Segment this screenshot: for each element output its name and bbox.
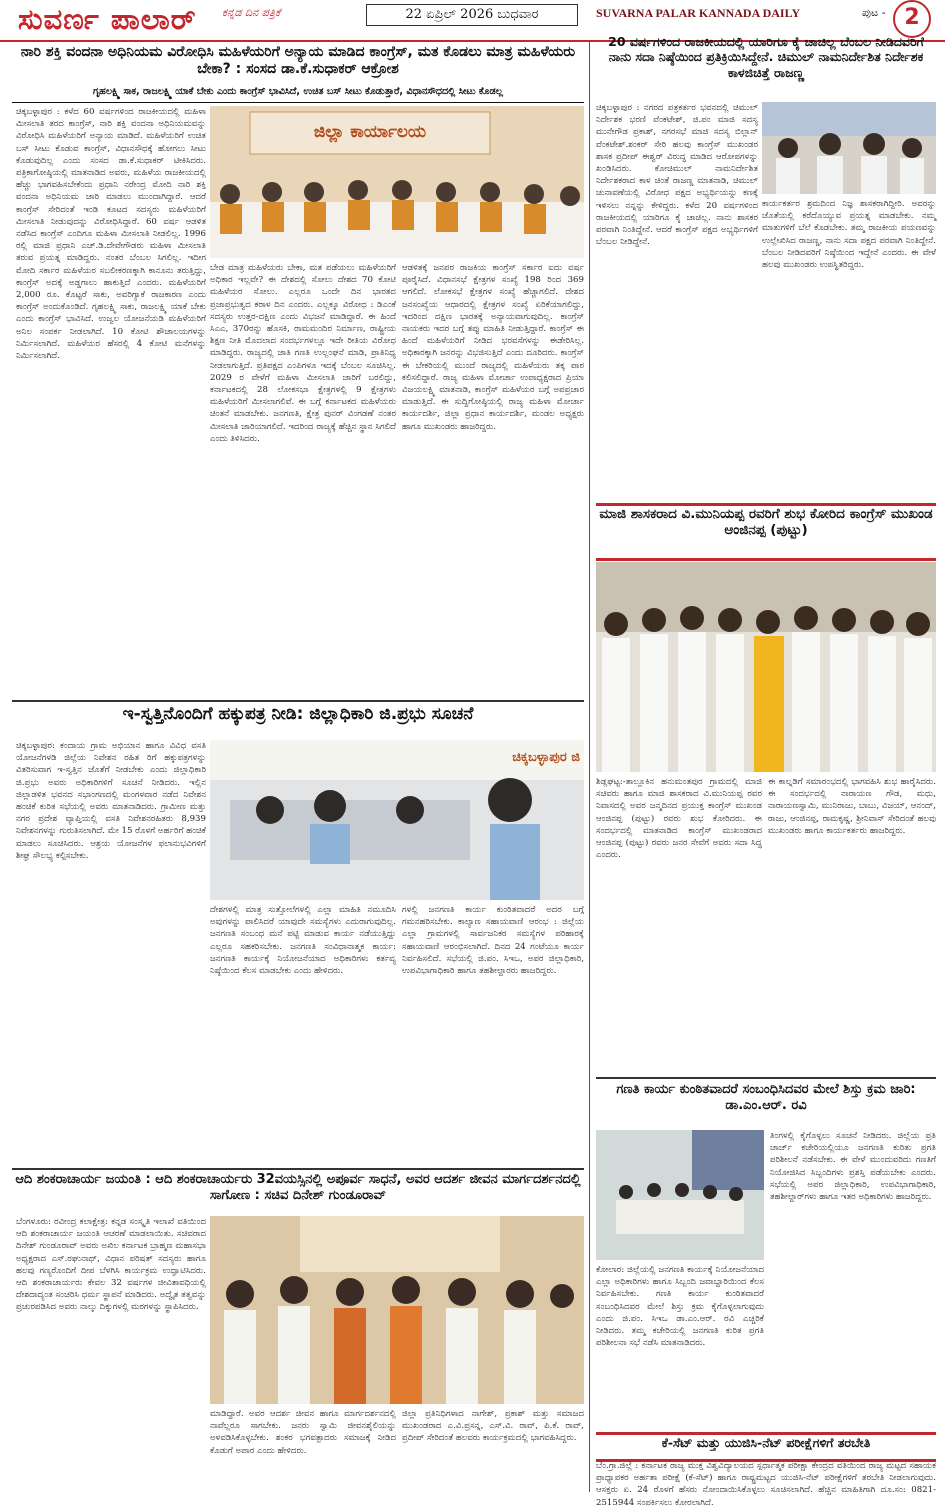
lead-column-1: ಚಿಕ್ಕಬಳ್ಳಾಪುರ : ಕಳೆದ 60 ವರ್ಷಗಳಿಂದ ರಾಜಕೀಯದಲ್ಲಿ ಮಹಿಳಾ ಮೀಸಲಾತಿ ತರದ ಕಾಂಗ್ರೆಸ್, ನಾರಿ ಶಕ್ತಿ ವಂದನಾ ಅಧಿನಿಯಮವನ್ನು ವಿರೋಧಿಸಿ ಮಹಿಳೆಯರಿಗೆ ಅನ್ಯಾಯ ಮಾಡಿದೆ. ಮಹಿಳೆಯರಿಗೆ ಉಚಿತ ಬಸ್ ಸೀಟು ಕೊಡುವ ಕಾಂಗ್ರೆಸ್, ವಿಧಾನಸೌಧಕ್ಕೆ ಹೋಗಲು ಸೀಟು ಕೊಡುವುದಿಲ್ಲ ಎಂದು ಸಂಸದ ಡಾ.ಕೆ.ಸುಧಾಕರ್ ಟೀಕಿಸಿದರು. ಪತ್ರಿಕಾಗೋಷ್ಠಿಯಲ್ಲಿ ಮಾತನಾಡಿದ ಅವರು, ಮಹಿಳೆಯ ರಾಜಕೀಯದಲ್ಲಿ ಹೆಚ್ಚು ಭಾಗವಹಿಸಬೇಕೆಂದು ಪ್ರಧಾನಿ ನರೇಂದ್ರ ಮೋದಿ ನಾರಿ ಶಕ್ತಿ ವಂದನಾ ಅಧಿನಿಯಮ ಜಾರಿ ಮಾಡಲು ಮುಂದಾಗಿದ್ದಾರೆ. ಆದರೆ ಕಾಂಗ್ರೆಸ್ ಸೇರಿದಂತೆ ಇಂಡಿ ಕೂಟದ ಸದಸ್ಯರು ಮಹಿಳೆಯರಿಗೆ ಮೀಸಲಾತಿ ನೀಡುವುದನ್ನು ವಿರೋಧಿಸಿದ್ದಾರೆ. 60 ವರ್ಷ ಆಡಳಿತ ನಡೆಸಿದ ಕಾಂಗ್ರೆಸ್ ಎಂದಿಗೂ ಮಹಿಳಾ ಮೀಸಲಾತಿ ನೀಡಲಿಲ್ಲ. 1996 ರಲ್ಲಿ ಮಾಜಿ ಪ್ರಧಾನಿ ಎಚ್.ಡಿ.ದೇವೇಗೌಡರು ಮಹಿಳಾ ಮೀಸಲಾತಿ ತರುವ ಪ್ರಯತ್ನ ಮಾಡಿದ್ದರು. ನಂತರ ಬೆಂಬಲ ಸಿಗಲಿಲ್ಲ. ಇದೀಗ ಮೋದಿ ಸರ್ಕಾರ ಮಹಿಳೆಯರ ಸಬಲೀಕರಣಕ್ಕಾಗಿ ಕಾನೂನು ತರುತ್ತಿದ್ದು, ಕಾಂಗ್ರೆಸ್ ಅದಕ್ಕೆ ಅಡ್ಡಗಾಲು ಹಾಕುತ್ತಿದೆ ಎಂದರು. ಮಹಿಳೆಯರಿಗೆ 2,000 ರೂ. ಕೊಟ್ಟರೆ ಸಾಕು, ಅವರಿಗ್ಯಾಕೆ ರಾಜಕಾರಣ ಎಂದು ಕಾಂಗ್ರೆಸ್ ಅಂದುಕೊಂಡಿದೆ. ಗೃಹಲಕ್ಷ್ಮಿ ಸಾಕು, ರಾಜಲಕ್ಷ್ಮಿ ಯಾಕೆ ಬೇಕು ಎಂದು ಕಾಂಗ್ರೆಸ್ ಭಾವಿಸಿದೆ. ಉಜ್ವಲ ಯೋಜನೆಯಡಿ ಮಹಿಳೆಯರಿಗೆ ಅನಿಲ ಸಂಪರ್ಕ ನೀಡಲಾಗಿದೆ. 10 ಕೋಟಿ ಶೌಚಾಲಯಗಳನ್ನು ನಿರ್ಮಿಸಲಾಗಿದೆ. ಮಹಿಳೆಯರ ಹೆಸರಲ್ಲಿ 4 ಕೋಟಿ ಮನೆಗಳನ್ನು ನಿರ್ಮಿಸಲಾಗಿದೆ. bbox=[16, 107, 206, 362]
bottom-rule bbox=[12, 1168, 584, 1170]
right-bottom-headline: ಕೆ-ಸೆಟ್ ಮತ್ತು ಯುಜಿಸಿ-ನೆಟ್ ಪರೀಕ್ಷೆಗಳಿಗೆ ತರಬೇತಿ bbox=[596, 1432, 936, 1462]
right-low-photo bbox=[596, 1130, 764, 1260]
right-mid-headline: ಮಾಜಿ ಶಾಸಕರಾದ ವಿ.ಮುನಿಯಪ್ಪ ರವರಿಗೆ ಶುಭ ಕೋರಿದ ಕಾಂಗ್ರೆಸ್ ಮುಖಂಡ ಆಂಜಿನಪ್ಪ (ಪುಟ್ಟು) bbox=[596, 503, 936, 561]
masthead-date: 22 ಏಪ್ರಿಲ್ 2026 ಬುಧವಾರ bbox=[366, 4, 578, 26]
right-top-photo bbox=[762, 102, 936, 194]
lead-column-3: ಆಡಳಿತಕ್ಕೆ ಜನಪರ ರಾಜಕಿಯ ಕಾಂಗ್ರೆಸ್ ಸರ್ಕಾರ ಐದು ವರ್ಷ ಪೂರೈಸಿದೆ. ವಿಧಾನಸಭೆ ಕ್ಷೇತ್ರಗಳ ಸಂಖ್ಯೆ 198 ರಿಂದ 369 ಆಗಲಿದೆ. ಲೋಕಸಭೆ ಕ್ಷೇತ್ರಗಳ ಸಂಖ್ಯೆ ಹೆಚ್ಚಾಗಲಿದೆ. ದೇಶದ ಜನಸಂಖ್ಯೆಯ ಆಧಾರದಲ್ಲಿ ಕ್ಷೇತ್ರಗಳ ಸಂಖ್ಯೆ ಏರಿಕೆಯಾಗಲಿದ್ದು, ಇದರಿಂದ ದಕ್ಷಿಣ ಭಾರತಕ್ಕೆ ಅನ್ಯಾಯವಾಗುವುದಿಲ್ಲ. ಕಾಂಗ್ರೆಸ್ ನಾಯಕರು ಇದರ ಬಗ್ಗೆ ತಪ್ಪು ಮಾಹಿತಿ ನೀಡುತ್ತಿದ್ದಾರೆ. ಕಾಂಗ್ರೆಸ್ ಈ ಹಿಂದೆ ಮಹಿಳೆಯರಿಗೆ ನೀಡಿದ ಭರವಸೆಗಳನ್ನು ಈಡೇರಿಸಿಲ್ಲ. ಅಧಿಕಾರಕ್ಕಾಗಿ ಜನರನ್ನು ವಿಭಜಿಸುತ್ತಿದೆ ಎಂದು ದೂರಿದರು. ಕಾಂಗ್ರೆಸ್ ಈ ಬೇಕರಿಯಲ್ಲಿ ಮುಂದೆ ರಾಜ್ಯದಲ್ಲಿ ಮಹಿಳೆಯರು ತಕ್ಕ ಪಾಠ ಕಲಿಸಲಿದ್ದಾರೆ. ರಾಜ್ಯ ಮಹಿಳಾ ಮೋರ್ಚಾ ಉಪಾಧ್ಯಕ್ಷರಾದ ಪ್ರಿಯಾ ವಿಜಯಲಕ್ಷ್ಮಿ ಮಾತನಾಡಿ, ಕಾಂಗ್ರೆಸ್ ಮಹಿಳೆಯರ ಬಗ್ಗೆ ಅಪಪ್ರಚಾರ ಮಾಡುತ್ತಿದೆ. ಈ ಸುದ್ದಿಗೋಷ್ಠಿಯಲ್ಲಿ ರಾಜ್ಯ ಮಹಿಳಾ ಮೋರ್ಚಾ ಕಾರ್ಯದರ್ಶಿ, ಜಿಲ್ಲಾ ಪ್ರಧಾನ ಕಾರ್ಯದರ್ಶಿ, ಮಂಡಲ ಅಧ್ಯಕ್ಷರು ಹಾಗೂ ಮುಖಂಡರು ಹಾಜರಿದ್ದರು. bbox=[402, 263, 584, 432]
bottom-photo bbox=[210, 1216, 584, 1404]
column-divider bbox=[589, 42, 590, 1492]
right-top-column-right: ಕಾರ್ಯಕರ್ತರ ಶ್ರಮದಿಂದ ನಿಜ್ಞ ಶಾಸಕರಾಗಿದ್ದೀರಿ. ಅವರನ್ನು ಜೊತೆಯಲ್ಲಿ ಕರೆದೊಯ್ಯುವ ಪ್ರಯತ್ನ ಮಾಡಬೇಕು. ನಮ್ಮ ಮಾತುಗಳಿಗೆ ಬೆಲೆ ಕೊಡಬೇಕು. ತಮ್ಮ ರಾಜಕೀಯ ಪಯಣವನ್ನು ಉಲ್ಲೇಖಿಸಿದ ರಾಜಣ್ಣ, ನಾನು ಸದಾ ಪಕ್ಷದ ಪರವಾಗಿ ನಿಂತಿದ್ದೇನೆ. ಬೆಂಬಲ ನೀಡಿದವರಿಗೆ ನಿಷ್ಠೆಯಿಂದ ಇದ್ದೇನೆ ಎಂದರು. ಈ ವೇಳೆ ಹಲವು ಮುಖಂಡರು ಉಪಸ್ಥಿತರಿದ್ದರು. bbox=[762, 199, 936, 271]
bottom-column-right: ಜಿಲ್ಲಾ ಪ್ರತಿನಿಧಿಗಳಾದ ನಾಗೇಶ್, ಪ್ರಕಾಶ್ ಮತ್ತು ಸಮಾಜದ ಮುಖಂಡರಾದ ಎ.ವಿ.ಪ್ರಸನ್ನ, ಎಸ್.ವಿ. ರಾವ್, ಪಿ.ಕೆ. ರಾವ್, ಪ್ರದೀಪ್ ಸೇರಿದಂತೆ ಹಲವರು ಕಾರ್ಯಕ್ರಮದಲ್ಲಿ ಭಾಗವಹಿಸಿದ್ದರು. bbox=[402, 1409, 584, 1444]
lead-rule bbox=[12, 102, 584, 103]
masthead-logo: ಸುವರ್ಣ ಪಾಲಾರ್ bbox=[18, 2, 197, 36]
right-bottom-body: ಬೆಂ.ಗ್ರಾ.ಜಿಲ್ಲೆ : ಕರ್ನಾಟಕ ರಾಜ್ಯ ಮುಕ್ತ ವಿಶ್ವವಿದ್ಯಾಲಯದ ಸ್ಪರ್ಧಾತ್ಮಕ ಪರೀಕ್ಷಾ ಕೇಂದ್ರದ ವತಿಯಿಂದ ರಾಜ್ಯ ಮಟ್ಟದ ಸಹಾಯಕ ಪ್ರಾಧ್ಯಾಪಕರ ಅರ್ಹತಾ ಪರೀಕ್ಷೆ (ಕೆ-ಸೆಟ್) ಹಾಗೂ ರಾಷ್ಟ್ರಮಟ್ಟದ ಯುಜಿಸಿ-ನೆಟ್ ಪರೀಕ್ಷೆಗಳಿಗೆ ತರಬೇತಿ ನೀಡಲಾಗುವುದು. ಆಸಕ್ತರು ಏ. 24 ರೊಳಗೆ ಹೆಸರು ನೋಂದಾಯಿಸಿಕೊಳ್ಳಲು ಸೂಚಿಸಲಾಗಿದೆ. ಹೆಚ್ಚಿನ ಮಾಹಿತಿಗಾಗಿ ದೂ.ಸಂ: 0821-2515944 ಸಂಪರ್ಕಿಸಲು ಕೋರಲಾಗಿದೆ. bbox=[596, 1461, 936, 1508]
lead-column-2: ಬೇಡ ಮಾತ್ರ ಮಹಿಳೆಯರು ಬೇಕಾ, ಮತ ಪಡೆಯಲು ಮಹಿಳೆಯರಿಗೆ ಅಧಿಕಾರ ಇಲ್ಲವೇ? ಈ ದೇಶದಲ್ಲಿ ಸೋಲು ದೇಶದ 70 ಕೋಟಿ ಮಹಿಳೆಯರ ಸೋಲು. ಎಲ್ಲರೂ ಒಂದೇ ದಿನ ಭಾರತದ ಪ್ರಜಾಪ್ರಭುತ್ವದ ಕರಾಳ ದಿನ ಎಂದರು. ಎಲ್ಲಕ್ಕೂ ವಿರೋಧ : ಡಿಎಂಕೆ ಸದಸ್ಯರು ಉತ್ತರ-ದಕ್ಷಿಣ ಎಂದು ವಿಭಜನೆ ಮಾಡಿದ್ದಾರೆ. ಈ ಹಿಂದೆ ಸಿಎಎ, 370ರನ್ನು ಹೊಸಕಿ, ರಾಮಮಂದಿರ ನಿರ್ಮಾಣ, ರಾಷ್ಟ್ರೀಯ ಶಿಕ್ಷಣ ನೀತಿ ಮೊದಲಾದ ಸಂದರ್ಭಗಳಲ್ಲೂ ಇದೇ ರೀತಿಯ ವಿರೋಧ ಮಾಡಿದ್ದರು. ರಾಜ್ಯದಲ್ಲಿ ಜಾತಿ ಗಣತಿ ಉಲ್ಲಂಘನೆ ಮಾಡಿ, ಪ್ರಾತಿನಿಧ್ಯ ನೀಡಲಾಗುತ್ತಿದೆ. ಪ್ರತಿಪಕ್ಷದ ಎಂಪಿಗಳೂ ಇದಕ್ಕೆ ಬೆಂಬಲ ಸೂಚಿಸಿಲ್ಲ. 2029 ರ ವೇಳೆಗೆ ಮಹಿಳಾ ಮೀಸಲಾತಿ ಜಾರಿಗೆ ಬರಲಿದ್ದು, ಕರ್ನಾಟಕದಲ್ಲಿ 28 ಲೋಕಸಭಾ ಕ್ಷೇತ್ರಗಳಲ್ಲಿ 9 ಕ್ಷೇತ್ರಗಳು ಮಹಿಳೆಯರಿಗೆ ಮೀಸಲಾಗಲಿವೆ. ಈ ಬಗ್ಗೆ ಕರ್ನಾಟಕದ ಮಹಿಳೆಯರು ಚಿಂತನೆ ಮಾಡಬೇಕು. ಜನಗಣತಿ, ಕ್ಷೇತ್ರ ಪುನರ್ ವಿಂಗಡಣೆ ನಂತರ ಮೀಸಲಾತಿ ಜಾರಿಯಾಗಲಿದೆ. ಇದರಿಂದ ರಾಜ್ಯಕ್ಕೆ ಹೆಚ್ಚಿನ ಸ್ಥಾನ ಸಿಗಲಿದೆ ಎಂದು ತಿಳಿಸಿದರು. bbox=[210, 263, 396, 444]
bottom-column-left: ಬೆಂಗಳೂರು: ರವೀಂದ್ರ ಕಲಾಕ್ಷೇತ್ರ: ಕನ್ನಡ ಸಂಸ್ಕೃತಿ ಇಲಾಖೆ ವತಿಯಿಂದ ಆದಿ ಶಂಕರಾಚಾರ್ಯ ಜಯಂತಿ ಆಚರಣೆ ಮಾಡಲಾಯಿತು. ಸಚಿವರಾದ ದಿನೇಶ್ ಗುಂಡೂರಾವ್ ಅವರು ಅಖಿಲ ಕರ್ನಾಟಕ ಬ್ರಾಹ್ಮಣ ಮಹಾಸಭಾ ಅಧ್ಯಕ್ಷರಾದ ಎಸ್.ರಘುನಾಥ್, ವಿಧಾನ ಪರಿಷತ್ ಸದಸ್ಯರು ಹಾಗೂ ಹಲವು ಗಣ್ಯರೊಂದಿಗೆ ದೀಪ ಬೆಳಗಿಸಿ ಕಾರ್ಯಕ್ರಮ ಉದ್ಘಾಟಿಸಿದರು. ಆದಿ ಶಂಕರಾಚಾರ್ಯರು ಕೇವಲ 32 ವರ್ಷಗಳ ಜೀವಿತಾವಧಿಯಲ್ಲಿ ದೇಶದಾದ್ಯಂತ ಸಂಚರಿಸಿ ಧರ್ಮ ಸ್ಥಾಪನೆ ಮಾಡಿದರು. ಅದ್ವೈತ ತತ್ವವನ್ನು ಪ್ರಚುರಪಡಿಸಿದ ಅವರು ನಾಲ್ಕು ದಿಕ್ಕುಗಳಲ್ಲಿ ಮಠಗಳನ್ನು ಸ್ಥಾಪಿಸಿದರು. bbox=[16, 1217, 206, 1313]
masthead-tagline: ಕನ್ನಡ ದಿನ ಪತ್ರಿಕೆ bbox=[222, 6, 281, 19]
page-label: ಪುಟ - bbox=[862, 6, 886, 19]
page-number: 2 bbox=[893, 0, 931, 38]
mid-column-right: ಗಳಲ್ಲಿ ಜನಗಣತಿ ಕಾರ್ಯ ಕುಂಠಿತವಾದರೆ ಅದರ ಬಗ್ಗೆ ಗಮನಹರಿಸಬೇಕು. ಕಾಲ್ಯಾಣ ಸಹಾಯವಾಣಿ ಆರಂಭ : ಜಿಲ್ಲೆಯ ಎಲ್ಲಾ ಗ್ರಾಮಗಳಲ್ಲಿ ಸಾರ್ವಜನಿಕರ ಸಮಸ್ಯೆಗಳ ಪರಿಹಾರಕ್ಕೆ ಸಹಾಯವಾಣಿ ಆರಂಭಿಸಲಾಗಿದೆ. ದಿನದ 24 ಗಂಟೆಯೂ ಕಾರ್ಯ ನಿರ್ವಹಿಸಲಿದೆ. ಸಭೆಯಲ್ಲಿ ಜಿ.ಪಂ. ಸಿಇಒ, ಅಪರ ಜಿಲ್ಲಾಧಿಕಾರಿ, ಉಪವಿಭಾಗಾಧಿಕಾರಿ ಹಾಗೂ ತಹಶೀಲ್ದಾರರು ಹಾಜರಿದ್ದರು. bbox=[402, 905, 584, 977]
mid-headline: ಇ-ಸ್ವತ್ತಿನೊಂದಿಗೆ ಹಕ್ಕುಪತ್ರ ನೀಡಿ: ಜಿಲ್ಲಾಧಿಕಾರಿ ಜಿ.ಪ್ರಭು ಸೂಚನೆ bbox=[122, 704, 474, 724]
people-photo bbox=[762, 102, 936, 194]
right-mid-column-right: ಈ ಕಾಲ್ನಡಿಗೆ ಸಮಾರಂಭದಲ್ಲಿ ಭಾಗವಹಿಸಿ ಶುಭ ಹಾರೈಸಿದರು. ಈ ಸಂದರ್ಭದಲ್ಲಿ ನಾರಾಯಣ ಗೌಡ, ಮಧು, ನಾರಾಯಣಸ್ವಾಮಿ, ಮುನಿರಾಜು, ಬಾಬು, ವಿಜಯ್, ಆನಂದ್, ರಾಜು, ಆಂಜಿನಪ್ಪ, ರಾಮಕೃಷ್ಣ, ಶ್ರೀನಿವಾಸ್ ಸೇರಿದಂತೆ ಹಲವು ಮುಖಂಡರು ಹಾಗೂ ಕಾರ್ಯಕರ್ತರು ಹಾಜರಿದ್ದರು. bbox=[768, 777, 936, 836]
right-mid-photo bbox=[596, 562, 936, 772]
mid-rule bbox=[12, 700, 584, 702]
right-low-headline: ಗಣತಿ ಕಾರ್ಯ ಕುಂಠಿತವಾದರೆ ಸಂಬಂಧಿಸಿದವರ ಮೇಲೆ ಶಿಸ್ತು ಕ್ರಮ ಜಾರಿ: ಡಾ.ಎಂ.ಆರ್. ರವಿ bbox=[616, 1082, 916, 1113]
right-low-column-right: ತಿಂಗಳಲ್ಲಿ ಕೈಗೊಳ್ಳಲು ಸೂಚನೆ ನೀಡಿದರು. ಜಿಲ್ಲೆಯ ಪ್ರತಿ ಚಾರ್ಜ್ ಕಚೇರಿಯಲ್ಲಿಯೂ ಜನಗಣತಿ ಕುರಿತು ಪ್ರಗತಿ ಪರಿಶೀಲನೆ ನಡೆಸಬೇಕು. ಈ ವೇಳೆ ಮುಂದುವರಿದು ಗಣತಿಗೆ ನಿಯೋಜಿಸಿದ ಸಿಬ್ಬಂದಿಗಳು ಪ್ರಶಸ್ತಿ ಪಡೆಯಬೇಕು ಎಂದರು. ಸಭೆಯಲ್ಲಿ ಅಪರ ಜಿಲ್ಲಾಧಿಕಾರಿ, ಉಪವಿಭಾಗಾಧಿಕಾರಿ, ತಹಶೀಲ್ದಾರ್‌ಗಳು ಹಾಗೂ ಇತರ ಅಧಿಕಾರಿಗಳು ಹಾಜರಿದ್ದರು. bbox=[770, 1131, 936, 1203]
jayanti-event-photo bbox=[210, 1216, 584, 1404]
right-low-rule bbox=[596, 1077, 936, 1079]
bottom-column-middle: ಮಾಡಿದ್ದಾರೆ. ಅವರ ಆದರ್ಶ ಜೀವನ ಹಾಗೂ ಮಾರ್ಗದರ್ಶನದಲ್ಲಿ ನಾವೆಲ್ಲರೂ ಸಾಗಬೇಕು. ಜನರು ಸ್ವಾಮಿ ಜೀವನಶೈಲಿಯನ್ನು ಅಳವಡಿಸಿಕೊಳ್ಳಬೇಕು. ಶಂಕರ ಭಗವತ್ಪಾದರು ಸಮಾಜಕ್ಕೆ ನೀಡಿದ ಕೊಡುಗೆ ಅಪಾರ ಎಂದು ಹೇಳಿದರು. bbox=[210, 1409, 396, 1456]
right-mid-column-left: ಶಿಡ್ಲಘಟ್ಟ:-ತಾಲ್ಲೂಕಿನ ಹನುಮಂತಪುರ ಗ್ರಾಮದಲ್ಲಿ ಮಾಜಿ ಸಚಿವರು ಹಾಗೂ ಮಾಜಿ ಶಾಸಕರಾದ ವಿ.ಮುನಿಯಪ್ಪ ರವರ ನಿವಾಸದಲ್ಲಿ ಅವರ ಜನ್ಮದಿನದ ಪ್ರಯುಕ್ತ ಕಾಂಗ್ರೆಸ್ ಮುಖಂಡ ಆಂಜಿನಪ್ಪ (ಪುಟ್ಟು) ರವರು ಶುಭ ಕೋರಿದರು. ಈ ಸಂದರ್ಭದಲ್ಲಿ ಮಾತನಾಡಿದ ಕಾಂಗ್ರೆಸ್ ಮುಖಂಡರಾದ ಆಂಜಿನಪ್ಪ (ಪುಟ್ಟು) ರವರು ಜನರ ಸೇವೆಗೆ ಅವರು ಸದಾ ಸಿದ್ಧ ಎಂದರು. bbox=[596, 777, 762, 861]
lead-photo-banner: ಜಿಲ್ಲಾ ಕಾರ್ಯಾಲಯ bbox=[313, 122, 427, 142]
lead-photo bbox=[210, 106, 584, 258]
lead-headline: ನಾರಿ ಶಕ್ತಿ ವಂದನಾ ಅಧಿನಿಯಮ ವಿರೋಧಿಸಿ ಮಹಿಳೆಯರಿಗೆ ಅನ್ಯಾಯ ಮಾಡಿದ ಕಾಂಗ್ರೆಸ್, ಮತ ಕೊಡಲು ಮಾತ್ರ ಮಹಿಳೆಯರು ಬೇಕಾ? : ಸಂಸದ ಡಾ.ಕೆ.ಸುಧಾಕರ್ ಆಕ್ರೋಶ bbox=[20, 44, 576, 78]
mid-column-left: ಚಿಕ್ಕಬಳ್ಳಾಪುರ: ಕಂದಾಯ ಗ್ರಾಮ ಅಭಿಯಾನ ಹಾಗೂ ವಿವಿಧ ವಸತಿ ಯೋಜನೆಗಳಡಿ ಜಿಲ್ಲೆಯ ನಿವೇಶನ ರಹಿತ ರಿಗೆ ಹಕ್ಕುಪತ್ರಗಳನ್ನು ವಿತರಿಸುವಾಗ ಇ-ಸ್ವತ್ತಿನ ಜೊತೆಗೆ ನೀಡಬೇಕು ಎಂದು ಜಿಲ್ಲಾಧಿಕಾರಿ ಜಿ.ಪ್ರಭು ಅವರು ಅಧಿಕಾರಿಗಳಿಗೆ ಸೂಚನೆ ನೀಡಿದರು. ಇಲ್ಲಿನ ಜಿಲ್ಲಾಡಳಿತ ಭವನದ ಸಭಾಂಗಣದಲ್ಲಿ ಮಂಗಳವಾರ ನಡೆದ ನಿವೇಶನ ಹಂಚಿಕೆ ಕುರಿತ ಸಭೆಯಲ್ಲಿ ಅವರು ಮಾತನಾಡಿದರು. ಗ್ರಾಮೀಣ ಮತ್ತು ನಗರ ಪ್ರದೇಶ ವ್ಯಾಪ್ತಿಯಲ್ಲಿ ವಸತಿ ನಿವೇಶನರಹಿತರು 8,939 ನಿವೇಶನಗಳನ್ನು ಗುರುತಿಸಲಾಗಿದೆ. ಮೇ 15 ರೊಳಗೆ ಅರ್ಹರಿಗೆ ಹಂಚಿಕೆ ಮಾಡಲು ಸೂಚಿಸಿದರು. ಆಶ್ರಯ ಯೋಜನೆಗಳ ಫಲಾನುಭವಿಗಳಿಗೆ ಶೀಘ್ರ ಸೌಲಭ್ಯ ಕಲ್ಪಿಸಬೇಕು. bbox=[16, 741, 206, 861]
bottom-headline: ಆದಿ ಶಂಕರಾಚಾರ್ಯ ಜಯಂತಿ : ಆದಿ ಶಂಕರಾಚಾರ್ಯರು 32ವಯಸ್ಸಿನಲ್ಲಿ ಅಪೂರ್ವ ಸಾಧನೆ, ಅವರ ಆದರ್ಶ ಜೀವನ ಮಾರ್ಗದರ್ಶನದಲ್ಲಿ ಸಾಗೋಣ : ಸಚಿವ ದಿನೇಶ್ ಗುಂಡೂರಾವ್ bbox=[15, 1172, 581, 1203]
lead-subhead: ಗೃಹಲಕ್ಷ್ಮಿ ಸಾಕ, ರಾಜಲಕ್ಷ್ಮಿ ಯಾಕೆ ಬೇಕು ಎಂದು ಕಾಂಗ್ರೆಸ್ ಭಾವಿಸಿದೆ, ಉಚಿತ ಬಸ್ ಸೀಟು ಕೊಡುತ್ತಾರೆ, ವಿಧಾನಸೌಧದಲ್ಲಿ ಸೀಟು ಕೊಡಲ್ಲ bbox=[93, 86, 503, 97]
right-top-headline: 20 ವರ್ಷಗಳಿಂದ ರಾಜಕೀಯದಲ್ಲಿ ಯಾರಿಗೂ ಕೈ ಚಾಚಿಲ್ಲ ಬೆಂಬಲ ನೀಡಿದವರಿಗೆ ನಾನು ಸದಾ ನಿಷ್ಠೆಯಿಂದ ಪ್ರತಿಕ್ರಿಯಿಸಿದ್ದೇನೆ. ಚಿಮುಲ್ ನಾಮನಿರ್ದೇಶಿತ ನಿರ್ದೇಶಕ ಕಾಳಜಿಚಿತ್ತೆ ರಾಜಣ್ಣ bbox=[608, 34, 924, 80]
mid-column-middle: ದೇಶಗಳಲ್ಲಿ ಮಾತ್ರ ಸುತ್ತೋಲೆಗಳಲ್ಲಿ ಎಲ್ಲಾ ಮಾಹಿತಿ ನಮೂದಿಸಿ ಅವುಗಳನ್ನು ಪಾಲಿಸಿದರೆ ಯಾವುದೇ ಸಮಸ್ಯೆಗಳು ಎದುರಾಗುವುದಿಲ್ಲ. ಜನಗಣತಿ ಸಂಬಂಧ ಮನೆ ಪಟ್ಟಿ ಮಾಡುವ ಕಾರ್ಯ ನಡೆಯುತ್ತಿದ್ದು ಎಲ್ಲರೂ ಸಹಕರಿಸಬೇಕು. ಜನಗಣತಿ ಸಂವಿಧಾನಾತ್ಮಕ ಕಾರ್ಯ: ಜನಗಣತಿ ಕಾರ್ಯಕ್ಕೆ ನಿಯೋಜನೆಯಾದ ಅಧಿಕಾರಿಗಳು ಕರ್ತವ್ಯ ನಿಷ್ಠೆಯಿಂದ ಕೆಲಸ ಮಾಡಬೇಕು ಎಂದು ಹೇಳಿದರು. bbox=[210, 905, 396, 977]
masthead-english-name: SUVARNA PALAR KANNADA DAILY bbox=[596, 6, 801, 20]
right-low-column-left: ಕೋಲಾರ: ಜಿಲ್ಲೆಯಲ್ಲಿ ಜನಗಣತಿ ಕಾರ್ಯಕ್ಕೆ ನಿಯೋಜನೆಯಾದ ಎಲ್ಲಾ ಅಧಿಕಾರಿಗಳು ಹಾಗೂ ಸಿಬ್ಬಂದಿ ಜವಾಬ್ದಾರಿಯಿಂದ ಕೆಲಸ ನಿರ್ವಹಿಸಬೇಕು. ಗಣತಿ ಕಾರ್ಯ ಕುಂಠಿತವಾದರೆ ಸಂಬಂಧಿಸಿದವರ ಮೇಲೆ ಶಿಸ್ತು ಕ್ರಮ ಕೈಗೊಳ್ಳಲಾಗುವುದು ಎಂದು ಜಿ.ಪಂ. ಸಿಇಒ ಡಾ.ಎಂ.ಆರ್. ರವಿ ಎಚ್ಚರಿಕೆ ನೀಡಿದರು. ತಮ್ಮ ಕಚೇರಿಯಲ್ಲಿ ಜನಗಣತಿ ಕುರಿತ ಪ್ರಗತಿ ಪರಿಶೀಲನಾ ಸಭೆ ನಡೆಸಿ ಮಾತನಾಡಿದರು. bbox=[596, 1265, 764, 1349]
mid-photo-banner: ಚಿಕ್ಕಬಳ್ಳಾಪುರ ಜಿ bbox=[512, 750, 580, 765]
right-top-column-left: ಚಿಕ್ಕಬಳ್ಳಾಪುರ : ನಗರದ ಪತ್ರಕರ್ತರ ಭವನದಲ್ಲಿ ಚಿಮುಲ್ ನಿರ್ದೇಶಕ ಭರಣಿ ವೆಂಕಟೇಶ್, ಜಿ.ಪಂ ಮಾಜಿ ಸದಸ್ಯ ಮುನೇಗೌಡ ಪ್ರಕಾಶ್, ನಗರಸಭೆ ಮಾಜಿ ಸದಸ್ಯ ಬಿಲ್ಲಾನ್ ವೆಂಕಟೇಶ್.ಶಂಕರ್ ಸೇರಿ ಹಲವು ಕಾಂಗ್ರೆಸ್ ಮುಖಂಡರ ಶಾಸಕ ಪ್ರದೀಪ್ ಈಶ್ವರ್ ವಿರುದ್ಧ ಮಾಡಿದ ಆರೋಪಗಳನ್ನು ಖಂಡಿಸಿದರು. ಕೋಚಿಮುಲ್ ನಾಮನಿರ್ದೇಶಿತ ನಿರ್ದೇಶಕರಾದ ಕಾಳ ಚಿಂತೆ ರಾಜಣ್ಣ ಮಾತನಾಡಿ, ಚಿಮುಲ್ ಚುನಾವಣೆಯಲ್ಲಿ ವಿರೋಧ ಪಕ್ಷದ ಅಭ್ಯರ್ಥಿಯನ್ನು ಕಣಕ್ಕೆ ಇಳಿಸಲು ನನ್ನನ್ನು ಕೇಳಿದ್ದರು. ಕಳೆದ 20 ವರ್ಷಗಳಿಂದ ರಾಜಕೀಯದಲ್ಲಿ ಯಾರಿಗೂ ಕೈ ಚಾಚಿಲ್ಲ. ನಾನು ಶಾಸಕರ ಪರವಾಗಿ ನಿಂತಿದ್ದೇನೆ. ಆದರೆ ಕಾಂಗ್ರೆಸ್ ಪಕ್ಷದ ಅಭ್ಯರ್ಥಿಗಳಿಗೆ ಬೆಂಬಲ ನೀಡಿದ್ದೇನೆ. bbox=[596, 103, 758, 248]
mid-photo bbox=[210, 740, 584, 900]
felicitation-photo bbox=[596, 562, 936, 772]
meeting-photo bbox=[596, 1130, 764, 1260]
